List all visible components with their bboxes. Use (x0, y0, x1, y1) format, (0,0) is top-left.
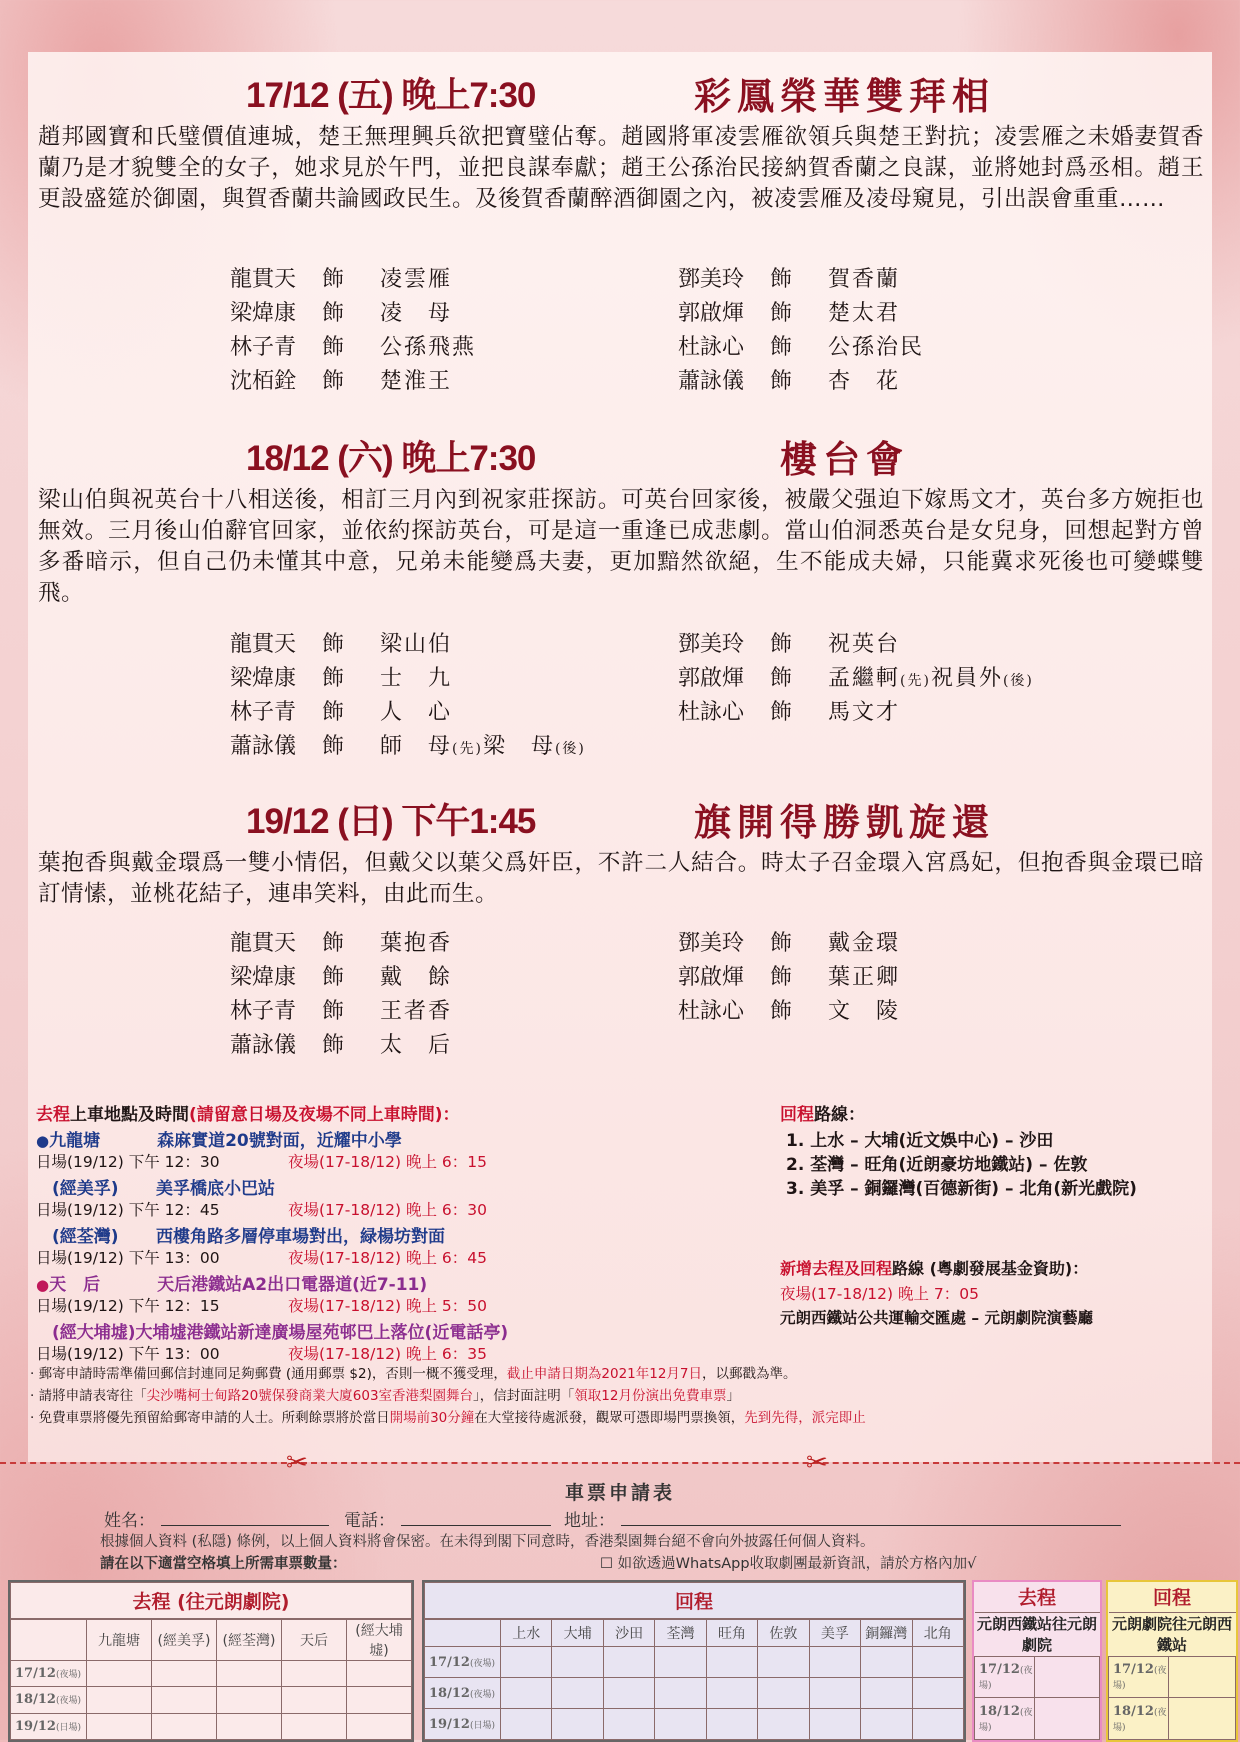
actor-name: 鄧美玲 (678, 931, 745, 956)
actor-name: 蕭詠儀 (230, 734, 297, 759)
night-time: 夜場(17-18/12) 晚上 6：35 (288, 1345, 488, 1363)
ticket-cell[interactable] (1035, 1698, 1100, 1740)
yuenlong-return-table (1106, 1580, 1238, 1742)
show-title: 彩鳳榮華雙拜相 (694, 74, 995, 118)
note-text: · 郵寄申請時需準備回郵信封連同足夠郵費 (通用郵票 $2)，否則一概不獲受理， (30, 1366, 507, 1382)
stop-address: 大埔墟港鐵站新達廣場屋苑邨巴上落位(近電話亭) (135, 1323, 509, 1343)
actor-name: 林子青 (230, 999, 297, 1024)
ticket-application-form (0, 1470, 1240, 1740)
ticket-cell[interactable] (706, 1678, 757, 1709)
column-header: 荃灣 (655, 1619, 706, 1647)
stop-line (36, 1222, 445, 1247)
actor-name: 蕭詠儀 (678, 369, 745, 394)
show-3-header (28, 790, 1212, 842)
ticket-cell[interactable] (809, 1647, 860, 1678)
role-name: 公孫治民 (828, 335, 925, 360)
name-input[interactable] (161, 1525, 329, 1526)
note-text: 」，信封面註明「 (473, 1388, 575, 1404)
role-note-after: (後) (554, 741, 586, 757)
column-header: 大埔 (552, 1619, 603, 1647)
extra-route-subtitle: 路線 (粵劇發展基金資助)： (892, 1259, 1089, 1278)
note-highlight: 先到先得，派完即止 (744, 1410, 866, 1426)
cast-verb: 飾 (322, 335, 345, 360)
column-header: 美孚 (809, 1619, 860, 1647)
cast-verb: 飾 (770, 301, 793, 326)
actor-name: 梁煒康 (230, 666, 297, 691)
column-header: 上水 (501, 1619, 552, 1647)
return-label: 回程 (780, 1105, 814, 1125)
role-name: 戴金環 (828, 931, 901, 956)
note-line (30, 1384, 740, 1404)
row-label (425, 1678, 501, 1709)
column-header: (經美孚) (152, 1619, 217, 1661)
stop-times (36, 1198, 756, 1220)
ticket-cell[interactable] (912, 1709, 964, 1740)
role-name: 戴 餘 (380, 965, 453, 990)
cast-verb: 飾 (770, 965, 793, 990)
whatsapp-checkbox[interactable]: ☐ 如欲透過WhatsApp收取劇團最新資訊，請於方格內加√ (600, 1556, 977, 1572)
cast-verb: 飾 (322, 965, 345, 990)
name-label: 姓名： (104, 1511, 155, 1531)
cast-verb: 飾 (322, 369, 345, 394)
address-input[interactable] (621, 1525, 1121, 1526)
ticket-cell[interactable] (552, 1709, 603, 1740)
corner-cell (11, 1619, 87, 1661)
cast-verb: 飾 (770, 666, 793, 691)
show-1 (28, 64, 1212, 424)
actor-name: 郭啟煇 (678, 666, 745, 691)
role-note-before: (先) (900, 673, 931, 689)
extra-route-label: 新增去程及回程 (780, 1259, 893, 1278)
role-name: 文 陵 (828, 999, 901, 1024)
day-time: 日場(19/12) 下午 12：45 (36, 1201, 220, 1219)
ticket-cell[interactable] (655, 1647, 706, 1678)
row-tag: (夜場) (469, 1658, 495, 1669)
ticket-cell[interactable] (655, 1678, 706, 1709)
extra-route-heading (780, 1256, 1088, 1279)
ticket-cell[interactable] (655, 1709, 706, 1740)
role-name: 馬文才 (828, 700, 901, 725)
cast-verb: 飾 (322, 700, 345, 725)
ticket-cell[interactable] (282, 1713, 347, 1740)
corner-cell (425, 1619, 501, 1647)
row-date: 17/12 (429, 1654, 470, 1670)
role-name: 賀香蘭 (828, 267, 901, 292)
stop-line (36, 1318, 508, 1343)
outbound-ticket-table (8, 1580, 414, 1742)
ticket-cell[interactable] (758, 1678, 809, 1709)
cut-line (0, 1462, 1240, 1464)
note-text: 」 (726, 1388, 740, 1404)
ticket-cell[interactable] (603, 1678, 654, 1709)
ticket-cell[interactable] (758, 1647, 809, 1678)
column-header: 沙田 (603, 1619, 654, 1647)
role-second: 祝員外 (930, 666, 1003, 691)
role-name: 太 后 (380, 1033, 453, 1058)
stop-times (36, 1294, 756, 1316)
yuenlong-outbound-table (972, 1580, 1102, 1742)
role-note-after: (後) (1002, 673, 1034, 689)
ticket-cell[interactable] (347, 1687, 412, 1714)
ticket-cell[interactable] (809, 1709, 860, 1740)
table-title: 去程 (1017, 1587, 1056, 1610)
role-name: 杏 花 (828, 369, 901, 394)
show-3 (28, 790, 1212, 1100)
day-time: 日場(19/12) 下午 12：15 (36, 1297, 220, 1315)
table-title: 回程 (1152, 1587, 1191, 1610)
table-title: 去程 (往元朗劇院) (11, 1583, 412, 1619)
ticket-cell[interactable] (347, 1660, 412, 1687)
phone-input[interactable] (401, 1525, 551, 1526)
role-note-before: (先) (452, 741, 483, 757)
ticket-cell[interactable] (501, 1709, 552, 1740)
cast-verb: 飾 (770, 267, 793, 292)
ticket-cell[interactable] (152, 1713, 217, 1740)
stop-address: 森麻實道20號對面，近耀中小學 (157, 1131, 402, 1151)
actor-name: 杜詠心 (678, 335, 745, 360)
actor-name: 龍貫天 (230, 267, 297, 292)
actor-name: 龍貫天 (230, 931, 297, 956)
cast-verb: 飾 (322, 666, 345, 691)
role-name: 公孫飛燕 (380, 335, 477, 360)
scissors-icon: ✂ (286, 1448, 308, 1478)
note-highlight: 領取12月份演出免費車票 (574, 1388, 727, 1404)
stop-place: (經荃灣) (52, 1227, 119, 1247)
ticket-cell[interactable] (501, 1647, 552, 1678)
ticket-cell[interactable] (152, 1687, 217, 1714)
show-synopsis: 葉抱香與戴金環爲一雙小情侶，但戴父以葉父爲奸臣，不許二人結合。時太子召金環入宮爲妃，但抱香與金環已暗訂情愫，並桃花結子，連串笑料，由此而生。 (38, 850, 1204, 907)
column-header: 旺角 (706, 1619, 757, 1647)
row-tag: (夜場) (55, 1696, 81, 1707)
row-date: 18/12 (1113, 1703, 1154, 1719)
name-field[interactable] (104, 1506, 329, 1531)
cast-verb: 飾 (770, 369, 793, 394)
return-route: 3. 美孚 – 銅鑼灣(百德新街) – 北角(新光戲院) (786, 1179, 1137, 1199)
stop-line (36, 1174, 275, 1199)
ticket-cell[interactable] (501, 1678, 552, 1709)
night-time: 夜場(17-18/12) 晚上 6：30 (288, 1201, 488, 1219)
role-name: 祝英台 (828, 632, 901, 657)
cast-verb: 飾 (770, 700, 793, 725)
row-label (425, 1647, 501, 1678)
stop-address: 西樓角路多層停車場對出，緑楊坊對面 (156, 1227, 445, 1247)
ticket-cell[interactable] (217, 1687, 282, 1714)
role-name: 楚淮王 (380, 369, 453, 394)
ticket-cell[interactable] (1169, 1656, 1236, 1698)
actor-name: 林子青 (230, 335, 297, 360)
role-name: 王者香 (380, 999, 453, 1024)
stop-times (36, 1342, 756, 1364)
row-tag: (夜場) (55, 1669, 81, 1680)
column-header: 北角 (912, 1619, 964, 1647)
row-date: 18/12 (15, 1692, 56, 1708)
outbound-label: 去程 (36, 1105, 70, 1125)
ticket-cell[interactable] (282, 1660, 347, 1687)
cast-verb: 飾 (322, 1033, 345, 1058)
note-text: 在大堂接待處派發，觀眾可憑即場門票換領， (474, 1410, 745, 1426)
actor-name: 沈栢銓 (230, 369, 297, 394)
row-tag: (日場) (55, 1722, 81, 1733)
note-highlight: 尖沙嘴柯士甸路20號保發商業大廈603室香港梨園舞台 (146, 1388, 474, 1404)
ticket-cell[interactable] (87, 1660, 152, 1687)
address-label: 地址： (564, 1511, 615, 1531)
day-time: 日場(19/12) 下午 13：00 (36, 1249, 220, 1267)
row-tag: (夜場) (469, 1689, 495, 1700)
ticket-cell[interactable] (603, 1709, 654, 1740)
day-time: 日場(19/12) 下午 13：00 (36, 1345, 220, 1363)
cast-verb: 飾 (322, 931, 345, 956)
column-header: 九龍塘 (87, 1619, 152, 1661)
phone-field[interactable] (344, 1506, 551, 1531)
ticket-cell[interactable] (552, 1678, 603, 1709)
show-2-header (28, 427, 1212, 479)
note-line (30, 1406, 866, 1426)
table-title: 回程 (425, 1583, 964, 1619)
return-subtitle: 路線： (814, 1105, 865, 1125)
ticket-cell[interactable] (152, 1660, 217, 1687)
return-route: 2. 荃灣 – 旺角(近朗豪坊地鐵站) – 佐敦 (786, 1155, 1088, 1175)
row-date: 17/12 (979, 1661, 1020, 1677)
cast-verb: 飾 (322, 267, 345, 292)
note-highlight: 截止申請日期為2021年12月7日 (506, 1366, 703, 1382)
return-heading (780, 1100, 865, 1125)
column-header: (經大埔墟) (347, 1619, 412, 1661)
row-label (11, 1687, 87, 1714)
role-name: 楚太君 (828, 301, 901, 326)
night-time: 夜場(17-18/12) 晚上 6：45 (288, 1249, 488, 1267)
cast-verb: 飾 (770, 931, 793, 956)
privacy-note: 根據個人資料 (私隱) 條例，以上個人資料將會保密。在未得到閣下同意時，香港梨園舞台絕不會向外披露任何個人資料。 (100, 1534, 875, 1550)
cast-verb: 飾 (322, 999, 345, 1024)
actor-name: 杜詠心 (678, 700, 745, 725)
row-date: 17/12 (15, 1665, 56, 1681)
role-name: 人 心 (380, 700, 453, 725)
row-label (1109, 1656, 1169, 1698)
cast-verb: 飾 (322, 301, 345, 326)
extra-route-time: 夜場(17-18/12) 晚上 7：05 (780, 1285, 980, 1303)
row-tag: (夜場) (1113, 1707, 1167, 1733)
actor-name: 龍貫天 (230, 632, 297, 657)
actor-name: 鄧美玲 (678, 632, 745, 657)
stop-address: 美孚橋底小巴站 (156, 1179, 275, 1199)
row-tag: (夜場) (979, 1707, 1033, 1733)
role-name: 葉正卿 (828, 965, 901, 990)
cast-verb: 飾 (770, 999, 793, 1024)
ticket-cell[interactable] (87, 1713, 152, 1740)
row-label (425, 1709, 501, 1740)
phone-label: 電話： (344, 1511, 395, 1531)
actor-name: 林子青 (230, 700, 297, 725)
actor-name: 杜詠心 (678, 999, 745, 1024)
ticket-cell[interactable] (1169, 1698, 1236, 1740)
row-label (975, 1698, 1035, 1740)
stop-address: 天后港鐵站A2出口電器道(近7-11) (157, 1275, 428, 1295)
form-title: 車票申請表 (564, 1482, 675, 1504)
show-synopsis: 梁山伯與祝英台十八相送後，相訂三月內到祝家莊探訪。可英台回家後，被嚴父强迫下嫁馬文才，英台多方婉拒也無效。三月後山伯辭官回家，並依約探訪英台，可是這一重逢已成悲劇。當山伯洞悉英台是女兒身，回想起對方曾多番暗示，但自己仍未懂其中意，兄弟未能變爲夫妻，更加黯然欲絕，生不能成夫婦，只能冀求死後也可變蝶雙飛。 (38, 487, 1204, 606)
stop-marker-icon: ● (36, 1276, 50, 1294)
stop-times (36, 1150, 756, 1172)
show-title: 樓台會 (780, 437, 909, 481)
ticket-cell[interactable] (1035, 1656, 1100, 1698)
row-label (11, 1713, 87, 1740)
role-name: 梁山伯 (380, 632, 453, 657)
table-subtitle: 元朗西鐵站往元朗劇院 (975, 1612, 1100, 1656)
row-label (1109, 1698, 1169, 1740)
ticket-cell[interactable] (347, 1713, 412, 1740)
night-time: 夜場(17-18/12) 晚上 5：50 (288, 1297, 488, 1315)
ticket-cell[interactable] (552, 1647, 603, 1678)
outbound-subtitle: 上車地點及時間 (70, 1105, 189, 1125)
outbound-heading (36, 1100, 460, 1125)
row-date: 17/12 (1113, 1661, 1154, 1677)
stop-marker-icon: ● (36, 1132, 50, 1150)
show-2 (28, 427, 1212, 787)
return-ticket-table (422, 1580, 966, 1742)
ticket-cell[interactable] (912, 1647, 964, 1678)
cast-verb: 飾 (322, 632, 345, 657)
note-text: ，以郵戳為準。 (702, 1366, 797, 1382)
day-time: 日場(19/12) 下午 12：30 (36, 1153, 220, 1171)
row-tag: (夜場) (1113, 1665, 1167, 1691)
stop-place: 九龍塘 (49, 1131, 101, 1151)
note-text: · 請將申請表寄往「 (30, 1388, 147, 1404)
ticket-cell[interactable] (861, 1678, 912, 1709)
show-date: 17/12 (五) 晚上7:30 (246, 76, 536, 115)
ticket-cell[interactable] (706, 1647, 757, 1678)
column-header: (經荃灣) (217, 1619, 282, 1661)
stop-place: (經美孚) (52, 1179, 119, 1199)
ticket-cell[interactable] (603, 1647, 654, 1678)
quantity-note: 請在以下適當空格填上所需車票數量： (100, 1556, 347, 1572)
stop-place: 天 后 (49, 1275, 101, 1295)
stop-place: (經大埔墟) (52, 1323, 136, 1343)
row-label (11, 1660, 87, 1687)
role-name (828, 661, 1034, 692)
row-date: 18/12 (979, 1703, 1020, 1719)
note-highlight: 開場前30分鐘 (389, 1410, 475, 1426)
address-field[interactable] (564, 1506, 1121, 1531)
row-tag: (日場) (469, 1720, 495, 1731)
role-name (380, 729, 586, 760)
stop-line (36, 1126, 402, 1151)
show-date: 18/12 (六) 晚上7:30 (246, 439, 536, 478)
row-tag: (夜場) (979, 1665, 1033, 1691)
ticket-cell[interactable] (706, 1709, 757, 1740)
role-second: 梁 母 (482, 734, 555, 759)
actor-name: 郭啟煇 (678, 965, 745, 990)
row-date: 19/12 (429, 1716, 470, 1732)
stop-line (36, 1270, 427, 1295)
stop-times (36, 1246, 756, 1268)
cast-verb: 飾 (770, 632, 793, 657)
ticket-cell[interactable] (809, 1678, 860, 1709)
cast-verb: 飾 (322, 734, 345, 759)
column-header: 佐敦 (758, 1619, 809, 1647)
actor-name: 梁煒康 (230, 301, 297, 326)
extra-route-path: 元朗西鐵站公共運輸交匯處 – 元朗劇院演藝廳 (780, 1309, 1094, 1327)
ticket-cell[interactable] (217, 1660, 282, 1687)
role-first: 師 母 (380, 734, 453, 759)
cast-verb: 飾 (770, 335, 793, 360)
actor-name: 梁煒康 (230, 965, 297, 990)
role-name: 士 九 (380, 666, 453, 691)
table-subtitle: 元朗劇院往元朗西鐵站 (1109, 1612, 1236, 1656)
role-first: 孟繼軻 (828, 666, 901, 691)
ticket-cell[interactable] (217, 1713, 282, 1740)
return-route: 1. 上水 – 大埔(近文娛中心) – 沙田 (786, 1131, 1054, 1151)
ticket-cell[interactable] (861, 1709, 912, 1740)
ticket-cell[interactable] (861, 1647, 912, 1678)
column-header: 銅鑼灣 (861, 1619, 912, 1647)
night-time: 夜場(17-18/12) 晚上 6：15 (288, 1153, 488, 1171)
ticket-cell[interactable] (282, 1687, 347, 1714)
note-text: · 免費車票將優先預留給郵寄申請的人士。所剩餘票將於當日 (30, 1410, 390, 1426)
show-1-header (28, 64, 1212, 116)
role-name: 凌雲雁 (380, 267, 453, 292)
actor-name: 蕭詠儀 (230, 1033, 297, 1058)
scissors-icon: ✂ (806, 1448, 828, 1478)
role-name: 葉抱香 (380, 931, 453, 956)
row-label (975, 1656, 1035, 1698)
show-synopsis: 趙邦國寶和氏璧價值連城，楚王無理興兵欲把寶璧佔奪。趙國將軍凌雲雁欲領兵與楚王對抗；凌雲雁之未婚妻賀香蘭乃是才貌雙全的女子，她求見於午門，並把良謀奉獻；趙王公孫治民接納賀香蘭之良謀，並將她封爲丞相。趙王更設盛筵於御園，與賀香蘭共論國政民生。及後賀香蘭醉酒御園之內，被凌雲雁及凌母窺見，引出誤會重重…… (38, 124, 1204, 212)
outbound-warning: (請留意日場及夜場不同上車時間)： (189, 1105, 460, 1125)
ticket-cell[interactable] (87, 1687, 152, 1714)
show-date: 19/12 (日) 下午1:45 (246, 802, 536, 841)
actor-name: 鄧美玲 (678, 267, 745, 292)
show-title: 旗開得勝凱旋還 (694, 800, 995, 844)
role-name: 凌 母 (380, 301, 453, 326)
note-line (30, 1362, 797, 1382)
row-date: 18/12 (429, 1685, 470, 1701)
actor-name: 郭啟煇 (678, 301, 745, 326)
ticket-cell[interactable] (912, 1678, 964, 1709)
column-header: 天后 (282, 1619, 347, 1661)
ticket-cell[interactable] (758, 1709, 809, 1740)
row-date: 19/12 (15, 1718, 56, 1734)
